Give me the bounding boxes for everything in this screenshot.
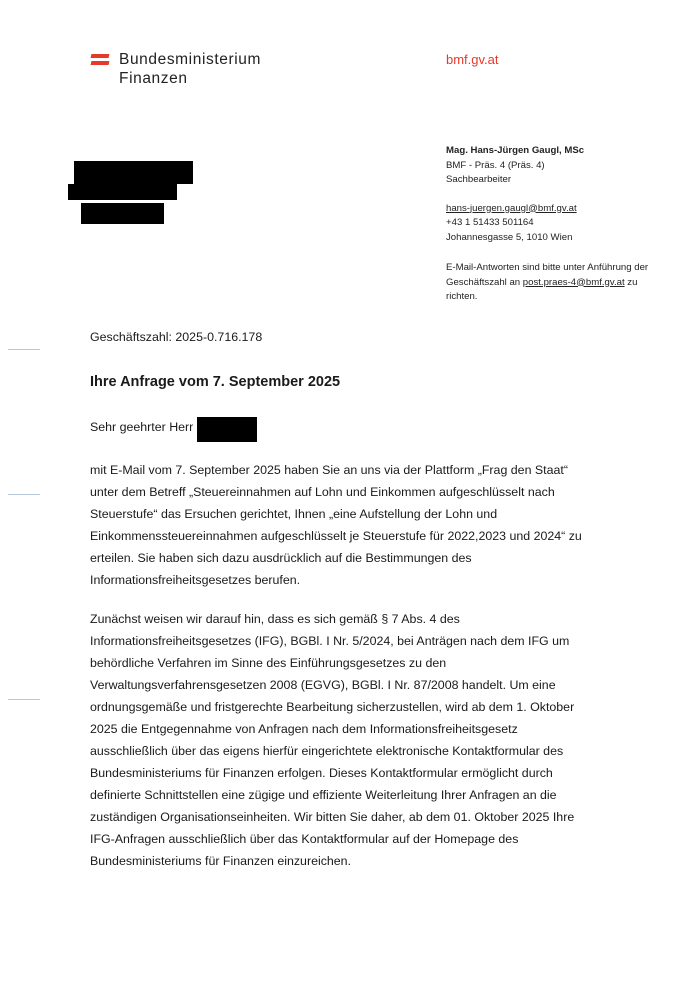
sender-block xyxy=(446,144,666,305)
reply-email-link[interactable]: post.praes-4@bmf.gv.at xyxy=(522,276,625,288)
paragraph-line: erteilen. Sie haben sich dazu ausdrücklich auf die Bestimmungen des xyxy=(90,551,472,565)
paragraph-1 xyxy=(90,459,620,591)
fold-mark-bottom xyxy=(8,699,40,700)
sender-role: Sachbearbeiter xyxy=(446,174,512,185)
ministry-logo xyxy=(91,52,291,88)
reply-note-prefix: Geschäftszahl an xyxy=(446,276,523,288)
reply-note-suffix: zu xyxy=(624,276,638,288)
paragraph-2 xyxy=(90,608,620,872)
redacted-recipient-name xyxy=(197,417,257,442)
sender-unit: BMF - Präs. 4 (Präs. 4) xyxy=(446,159,545,171)
reply-note-line-1: E-Mail-Antworten sind bitte unter Anführung der xyxy=(446,262,649,273)
paragraph-line: Bundesministeriums für Finanzen einzureichen. xyxy=(90,854,352,868)
paragraph-line: Steuerstufe“ das Ersuchen gerichtet, Ihnen „eine Aufstellung der Lohn und xyxy=(90,507,498,521)
fold-mark-top xyxy=(8,349,40,350)
paragraph-line: definierte Schnittstellen eine zügige und effiziente Weiterleitung Ihrer Anfragen an die xyxy=(90,788,557,802)
logo-line-2: Finanzen xyxy=(119,70,188,87)
fold-mark-middle xyxy=(8,494,40,495)
sender-email-link[interactable]: hans-juergen.gaugl@bmf.gv.at xyxy=(446,202,577,214)
sender-address: Johannesgasse 5, 1010 Wien xyxy=(446,231,573,243)
paragraph-line: Zunächst weisen wir darauf hin, dass es sich gemäß § 7 Abs. 4 des xyxy=(90,612,460,626)
ministry-name xyxy=(119,50,261,88)
redacted-recipient-line-2 xyxy=(68,184,177,200)
paragraph-line: zuständigen Organisationseinheiten. Wir bitten Sie daher, ab dem 01. Oktober 2025 Ihre xyxy=(90,810,575,824)
reply-note xyxy=(446,261,666,305)
redacted-recipient-line-3 xyxy=(81,203,164,224)
paragraph-line: behördliche Verfahren im Sinne des Einführungsgesetzes zu den xyxy=(90,656,447,670)
website-link[interactable]: bmf.gv.at xyxy=(446,52,499,67)
paragraph-line: IFG-Anfragen ausschließlich über das Kontaktformular auf der Homepage des xyxy=(90,832,519,846)
sender-phone: +43 1 51433 501164 xyxy=(446,217,534,228)
paragraph-line: ordnungsgemäße und fristgerechte Bearbeitung sicherzustellen, wird ab dem 1. Oktober xyxy=(90,700,575,714)
paragraph-line: mit E-Mail vom 7. September 2025 haben Sie an uns via der Plattform „Frag den Staat“ xyxy=(90,463,568,477)
paragraph-line: Informationsfreiheitsgesetzes (IFG), BGBl. I Nr. 5/2024, bei Anträgen nach dem IFG um xyxy=(90,634,570,648)
redacted-recipient-line-1 xyxy=(74,161,193,184)
paragraph-line: 2025 die Entgegennahme von Anfragen nach dem Informationsfreiheitsgesetz xyxy=(90,722,518,736)
paragraph-line: Einkommenssteuereinnahmen aufgeschlüsselt je Steuerstufe für 2022,2023 und 2024“ zu xyxy=(90,529,582,543)
reply-note-line-3: richten. xyxy=(446,291,478,302)
letter-subject: Ihre Anfrage vom 7. September 2025 xyxy=(90,374,341,390)
logo-line-1: Bundesministerium xyxy=(119,51,262,68)
sender-name: Mag. Hans-Jürgen Gaugl, MSc xyxy=(446,145,585,156)
austria-flag-icon xyxy=(91,52,111,66)
paragraph-line: Informationsfreiheitsgesetzes berufen. xyxy=(90,573,301,587)
reference-number: Geschäftszahl: 2025-0.716.178 xyxy=(90,330,263,344)
paragraph-line: Verwaltungsverfahrensgesetzen 2008 (EGVG), BGBl. I Nr. 87/2008 handelt. Um eine xyxy=(90,678,556,692)
paragraph-line: unter dem Betreff „Steuereinnahmen auf Lohn und Einkommen aufgeschlüsselt nach xyxy=(90,485,555,499)
paragraph-line: Bundesministeriums für Finanzen erfolgen. Dieses Kontaktformular ermöglicht durch xyxy=(90,766,553,780)
paragraph-line: ausschließlich über das eigens hierfür eingerichtete elektronische Kontaktformular des xyxy=(90,744,564,758)
greeting: Sehr geehrter Herr xyxy=(90,420,194,434)
